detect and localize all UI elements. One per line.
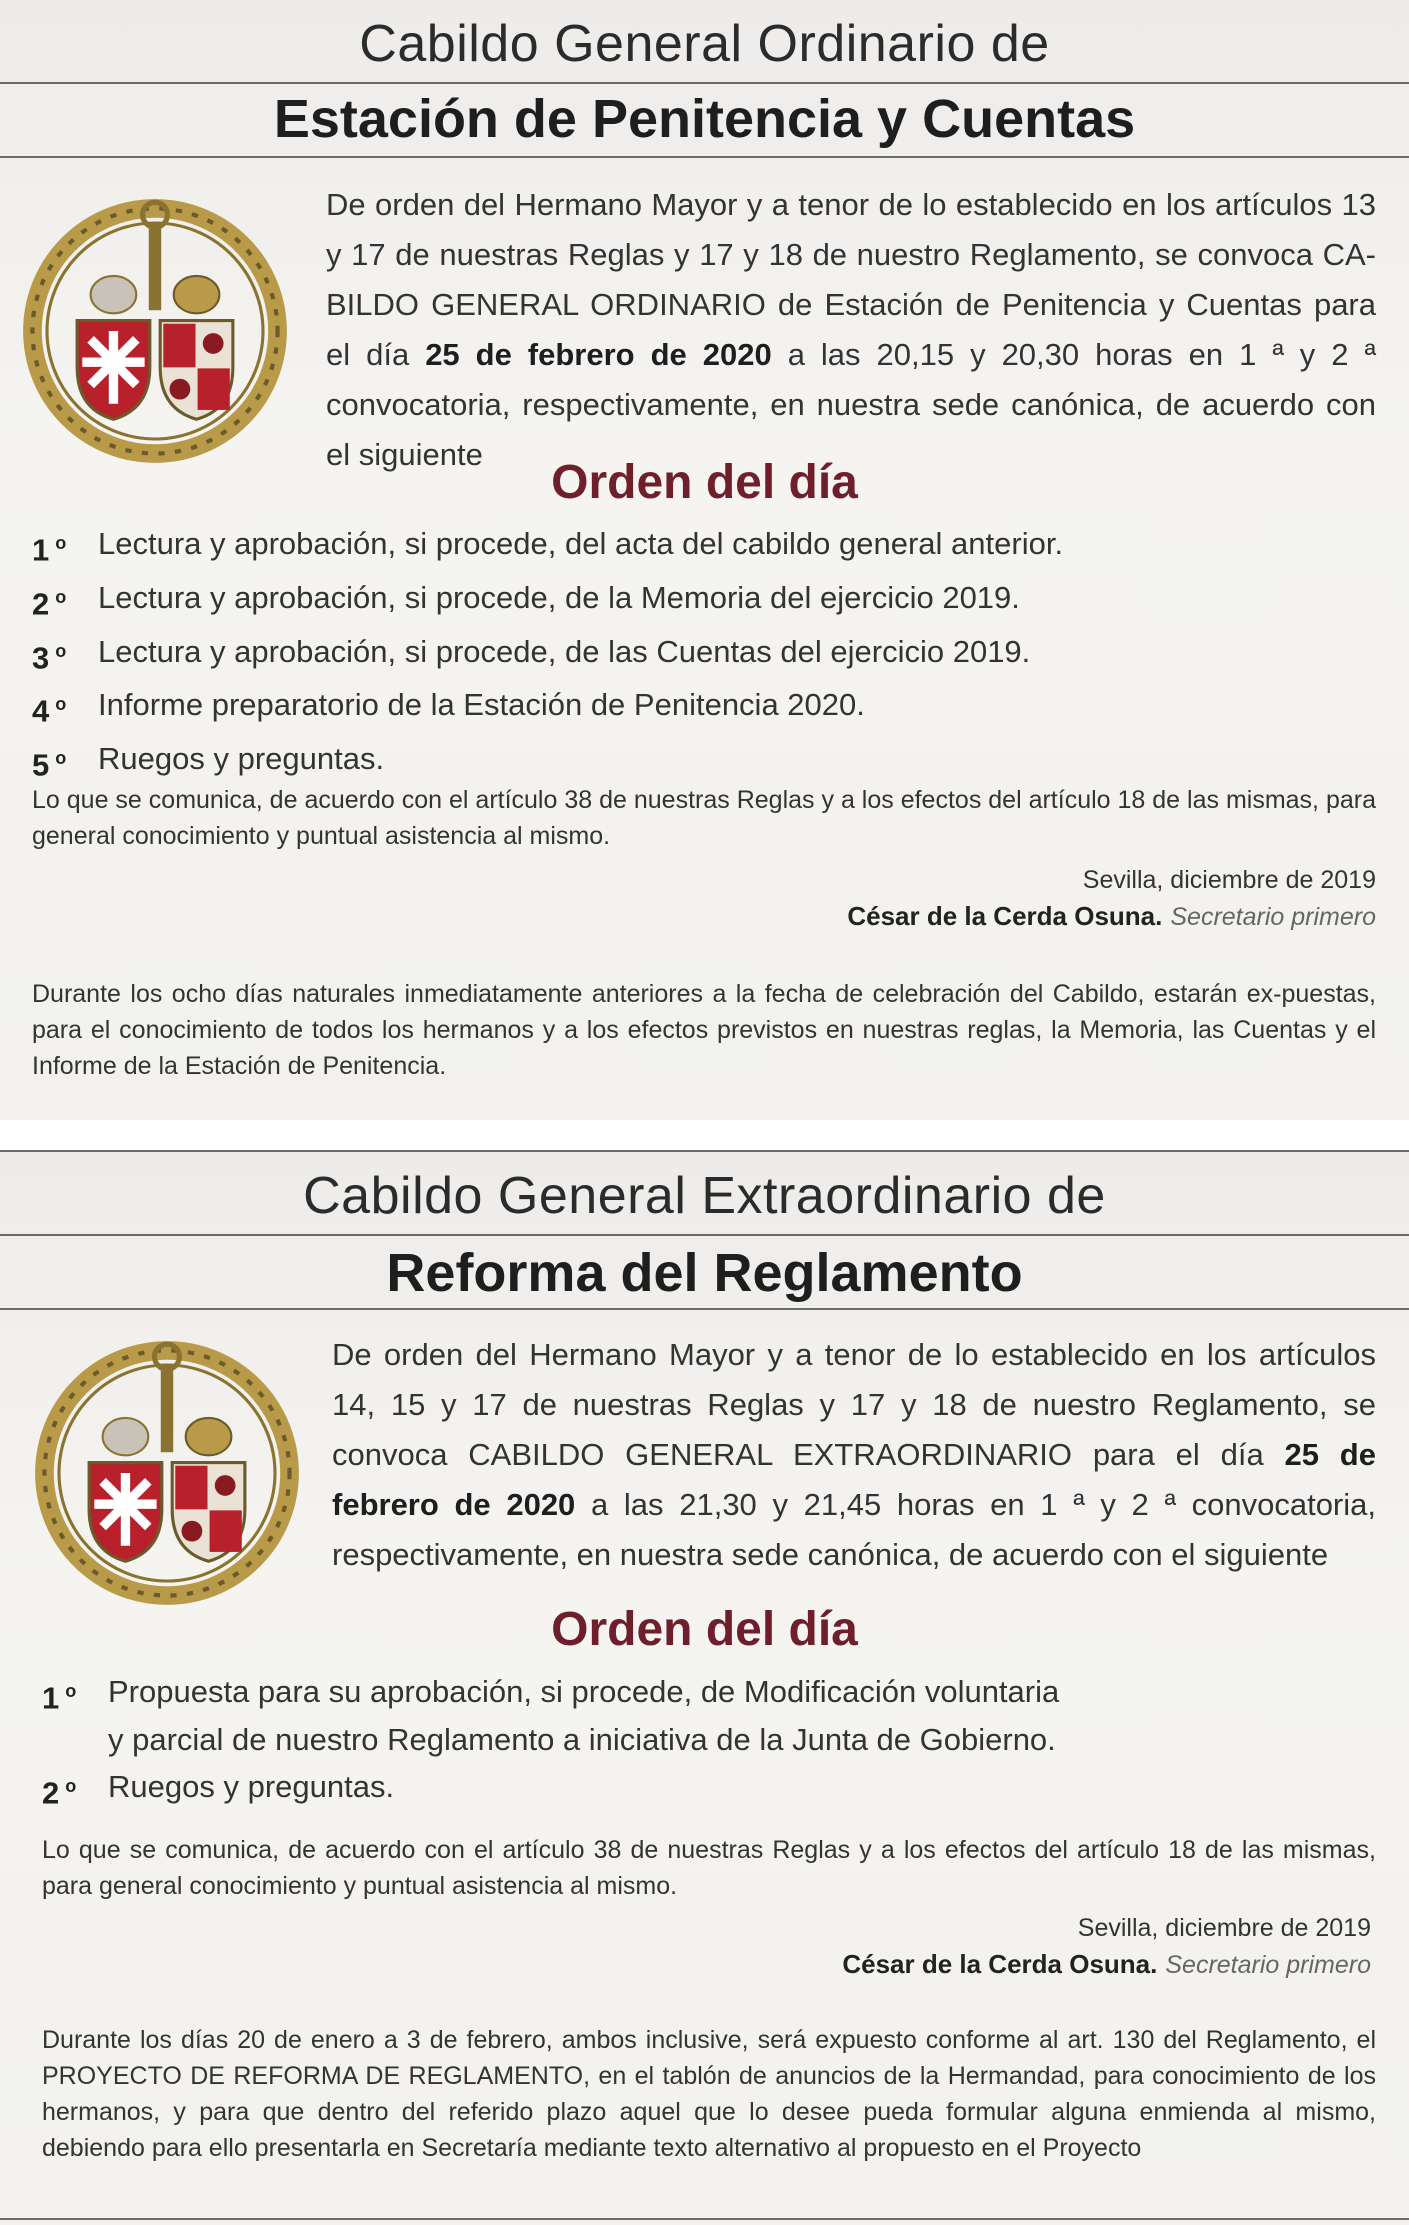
agenda-item-text: Ruegos y preguntas.: [98, 741, 385, 777]
signature-block: [842, 1910, 1371, 1983]
agenda-item-text: Lectura y aprobación, si procede, del acta del cabildo general anterior.: [98, 526, 1064, 561]
agenda-item-text: Propuesta para su aprobación, si procede, de Modificación voluntaria y parcial de nuestro Reglamento a iniciativa de la Junta de Gobierno.: [108, 1674, 1060, 1757]
agenda-item-number: 2 $^o$: [42, 1775, 77, 1811]
divider: [0, 1308, 1409, 1310]
agenda-item-number: 2 $^o$: [32, 586, 67, 622]
signer-name: César de la Cerda Osuna.: [847, 901, 1163, 931]
convocation-text: [332, 1330, 1376, 1580]
divider: [0, 156, 1409, 158]
meeting-date: 25 de febrero de 2020: [332, 1437, 1376, 1522]
place-date: Sevilla, diciembre de 2019: [1077, 1914, 1371, 1942]
agenda-item-number: 3 $^o$: [32, 639, 67, 675]
agenda-item-text: Informe preparatorio de la Estación de Penitencia 2020.: [98, 687, 865, 723]
convocation-text: [326, 180, 1376, 480]
agenda-item-text: Lectura y aprobación, si procede, de la Memoria del ejercicio 2019.: [98, 579, 1020, 615]
agenda-item: [42, 1668, 1072, 1763]
place-date: Sevilla, diciembre de 2019: [1082, 866, 1376, 894]
convocation-text-part: De orden del Hermano Mayor y a tenor de lo establecido en los artículos 14, 15 y 17 de nuestras Reglas y 17 y 18 de nuestro Reglamento, se convoca CABILDO GENERAL EXTRAORDINARIO para el día: [332, 1337, 1376, 1472]
exhibition-note: Durante los días 20 de enero a 3 de febrero, ambos inclusive, será expuesto conforme al art. 130 del Reglamento, el PROYECTO DE REFORMA DE REGLAMENTO, en el tablón de anuncios de la Hermandad, para conocimiento de los hermanos, y para que dentro del referido plazo aquel que lo desee pueda formular alguna enmienda al mismo, debiendo para ello presentarla en Secretaría mediante texto alternativo al propuesto en el Proyecto: [42, 2026, 1376, 2162]
agenda-item: [32, 520, 1372, 574]
signer-name: César de la Cerda Osuna.: [842, 1949, 1158, 1979]
communication-text: Lo que se comunica, de acuerdo con el artículo 38 de nuestras Reglas y a los efectos del artículo 18 de las mismas, para general conocimiento y puntual asistencia al mismo.: [32, 786, 1376, 850]
agenda-list: [32, 520, 1372, 789]
agenda-item-text: Lectura y aprobación, si procede, de las Cuentas del ejercicio 2019.: [98, 633, 1031, 669]
agenda-item-number: 5 $^o$: [32, 747, 67, 783]
notice-subtitle: Reforma del Reglamento: [386, 1243, 1023, 1303]
notice-subtitle: Estación de Penitencia y Cuentas: [273, 89, 1136, 149]
signer-role: Secretario primero: [1165, 1951, 1371, 1979]
notice-extraordinary-cabildo: [0, 1150, 1409, 2225]
agenda-heading: Orden del día: [551, 456, 858, 509]
convocation-text-part: a las 21,30 y 21,45 horas en 1 ª y 2 ª convocatoria, respectivamente, en nuestra sede canónica, de acuerdo con el siguiente: [332, 1487, 1376, 1572]
agenda-item: [42, 1763, 1072, 1817]
convocation-text-part: a las 20,15 y 20,30 horas en 1 ª y 2 ª convocatoria, respectivamente, en nuestra sede canónica, de acuerdo con el siguiente: [326, 337, 1376, 472]
agenda-item: [32, 628, 1372, 682]
divider: [0, 1234, 1409, 1236]
agenda-item-number: 1 $^o$: [32, 532, 67, 568]
agenda-item: [32, 574, 1372, 628]
divider: [0, 1150, 1409, 1152]
agenda-list: [42, 1668, 1072, 1817]
exhibition-note: Durante los ocho días naturales inmediatamente anteriores a la fecha de celebración del Cabildo, estarán ex-puestas, para el conocimiento de todos los hermanos y a los efectos previstos en nuestras reglas, la Memoria, las Cuentas y el Informe de la Estación de Penitencia.: [32, 980, 1376, 1080]
signer-role: Secretario primero: [1170, 903, 1376, 931]
agenda-item-number: 1 $^o$: [42, 1680, 77, 1716]
convocation-text-part: De orden del Hermano Mayor y a tenor de lo establecido en los artículos 13 y 17 de nuestras Reglas y 17 y 18 de nuestro Reglamento, se convoca CA-BILDO GENERAL ORDINARIO de Estación de Penitencia y Cuentas para el día: [326, 187, 1376, 372]
agenda-item-number: 4 $^o$: [32, 693, 67, 729]
notice-title: Cabildo General Ordinario de: [359, 15, 1050, 73]
brotherhood-crest-icon: [32, 1338, 302, 1608]
communication-text: Lo que se comunica, de acuerdo con el artículo 38 de nuestras Reglas y a los efectos del artículo 18 de las mismas, para general conocimiento y puntual asistencia al mismo.: [42, 1836, 1376, 1900]
brotherhood-crest-icon: [20, 196, 290, 466]
divider: [0, 2218, 1409, 2220]
agenda-heading: Orden del día: [551, 1603, 858, 1656]
divider: [0, 82, 1409, 84]
agenda-item-text: Ruegos y preguntas.: [108, 1769, 395, 1804]
notice-title: Cabildo General Extraordinario de: [303, 1167, 1106, 1225]
signature-block: [847, 862, 1376, 935]
agenda-item: [32, 681, 1372, 735]
meeting-date: 25 de febrero de 2020: [425, 337, 772, 372]
